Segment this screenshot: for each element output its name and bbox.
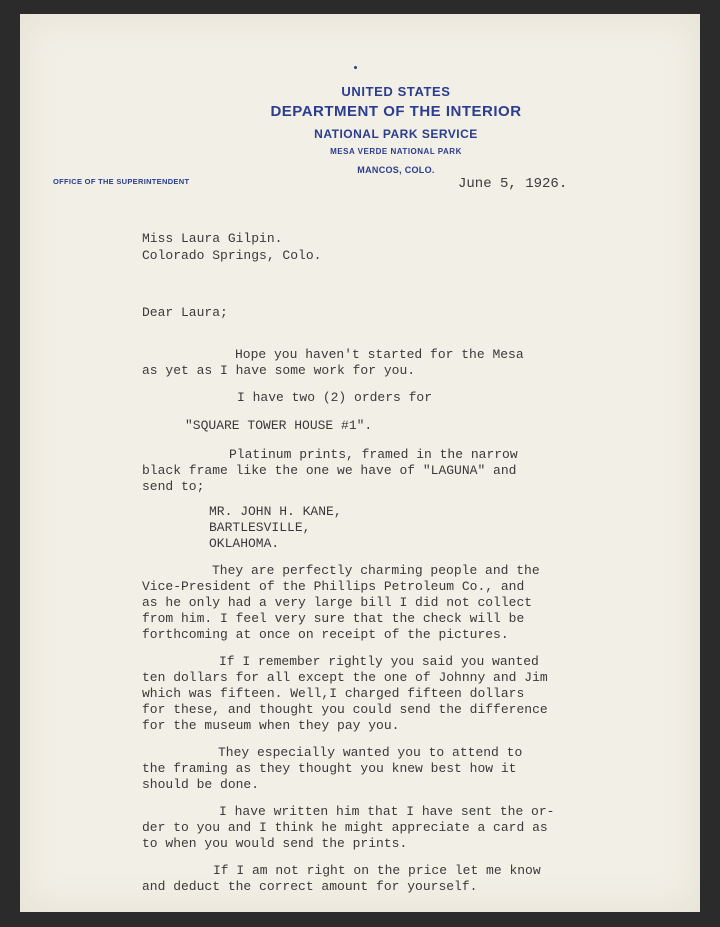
- recipient-name: Miss Laura Gilpin.: [142, 231, 283, 246]
- body-line: and deduct the correct amount for yourself.: [142, 879, 478, 894]
- letterhead-park: MESA VERDE NATIONAL PARK: [330, 147, 462, 156]
- body-line: ten dollars for all except the one of Johnny and Jim: [142, 670, 548, 685]
- body-line: They are perfectly charming people and the: [212, 563, 540, 578]
- letterhead-agency: NATIONAL PARK SERVICE: [314, 127, 478, 141]
- body-line: I have two (2) orders for: [237, 390, 433, 405]
- body-line: to when you would send the prints.: [142, 836, 408, 851]
- letterhead-dot: [354, 66, 357, 69]
- body-line: the framing as they thought you knew best how it: [142, 761, 517, 776]
- address-line: OKLAHOMA.: [209, 536, 280, 551]
- body-line: forthcoming at once on receipt of the pictures.: [142, 627, 509, 642]
- body-line: Hope you haven't started for the Mesa: [235, 347, 524, 362]
- address-line: BARTLESVILLE,: [209, 520, 311, 535]
- address-line: MR. JOHN H. KANE,: [209, 504, 342, 519]
- body-line: They especially wanted you to attend to: [218, 745, 523, 760]
- body-line: Vice-President of the Phillips Petroleum Co., and: [142, 579, 525, 594]
- body-line: send to;: [142, 479, 205, 494]
- letterhead-office: OFFICE OF THE SUPERINTENDENT: [53, 177, 190, 186]
- salutation: Dear Laura;: [142, 305, 228, 320]
- letterhead-country: UNITED STATES: [341, 84, 451, 99]
- print-title: "SQUARE TOWER HOUSE #1".: [185, 418, 373, 433]
- recipient-city: Colorado Springs, Colo.: [142, 248, 322, 263]
- body-line: as he only had a very large bill I did not collect: [142, 595, 533, 610]
- letter-date: June 5, 1926.: [458, 176, 568, 192]
- body-line: for the museum when they pay you.: [142, 718, 400, 733]
- body-line: der to you and I think he might appreciate a card as: [142, 820, 548, 835]
- letterhead-location: MANCOS, COLO.: [357, 165, 435, 175]
- body-line: If I am not right on the price let me know: [213, 863, 541, 878]
- body-line: for these, and thought you could send the difference: [142, 702, 548, 717]
- body-line: as yet as I have some work for you.: [142, 363, 416, 378]
- body-line: If I remember rightly you said you wanted: [219, 654, 539, 669]
- letterhead-department: DEPARTMENT OF THE INTERIOR: [270, 103, 522, 120]
- body-line: Platinum prints, framed in the narrow: [229, 447, 518, 462]
- body-line: should be done.: [142, 777, 260, 792]
- body-line: which was fifteen. Well,I charged fifteen dollars: [142, 686, 525, 701]
- body-line: from him. I feel very sure that the check will be: [142, 611, 525, 626]
- body-line: I have written him that I have sent the or-: [219, 804, 555, 819]
- body-line: black frame like the one we have of "LAGUNA" and: [142, 463, 517, 478]
